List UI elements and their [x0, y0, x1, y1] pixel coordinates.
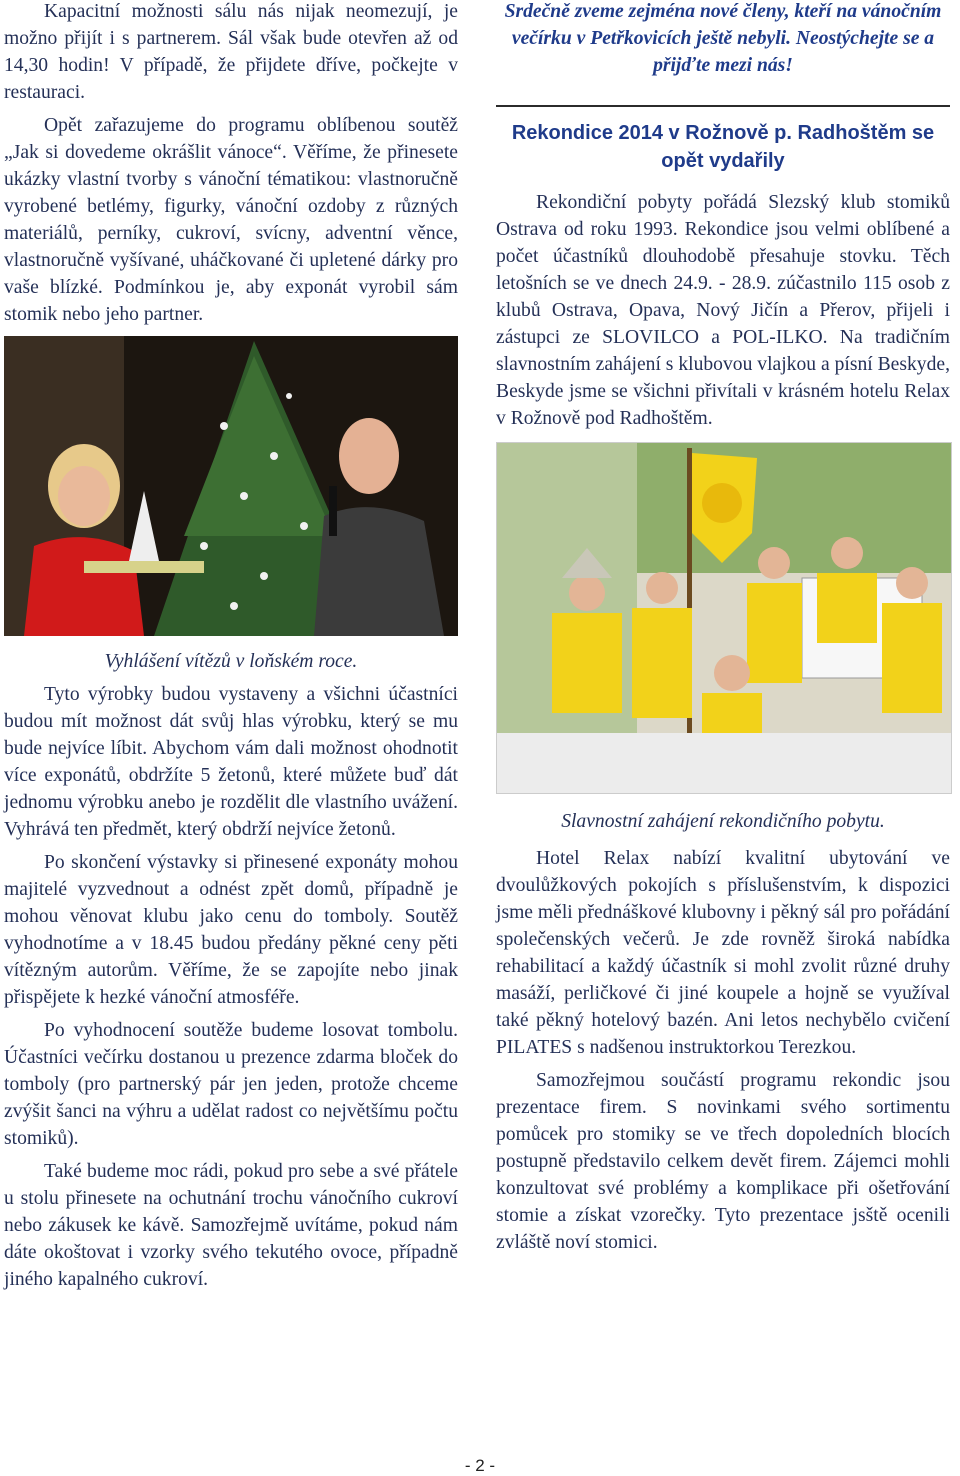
paragraph-rekondice-intro: Rekondiční pobyty pořádá Slezský klub stomiků Ostrava od roku 1993. Rekondice jsou velmi oblíbené a počet účastníků dlouhodobě přesahuje stovku. Těch letošních se ve dnech 24.9. - 28.9. zúčastnilo 115 osob z klubů Ostrava, Opava, Nový Jičín a Přerov, přijeli i zástupci ze SLOVILCO a POL-ILKO. Na tradičním slavnostním zahájení s klubovou vlajkou a písní Beskyde, Beskyde jsme se všichni přivítali v krásném hotelu Relax v Rožnově pod Radhoštěm.: [496, 192, 950, 429]
group-photo-icon: [497, 443, 951, 793]
photo-award-ceremony: [4, 336, 458, 636]
paragraph-presentations: Samozřejmou součástí programu rekondic jsou prezentace firem. S novinkami svého sortimentu pomůcek pro stomiky se ve třech dopoledních blocích postupně představilo celkem devět firem. Zájemci mohli konzultovat své problémy a komplikace při ošetřování stomie a získat vzorečky. Tyto prezentace jsště ocenili zvláště noví stomici.: [496, 1070, 950, 1253]
right-column: [496, 0, 950, 1256]
caption-award: Vyhlášení vítězů v loňském roce.: [104, 651, 358, 672]
left-column: [4, 0, 458, 1293]
section-title-rekondice: Rekondice 2014 v Rožnově p. Radhoštěm se opět vydařily: [496, 105, 950, 175]
invitation-text: Srdečně zveme zejména nové členy, kteří na vánočním večírku v Petřkovicích ještě nebyli. Neostýchejte se a přijďte mezi nás!: [504, 1, 942, 76]
paragraph-cookies: Také budeme moc rádi, pokud pro sebe a své přátele u stolu přinesete na ochutnání trochu vánočního cukroví nebo zákusek ke kávě. Samozřejmě uvítáme, pokud nám dáte okoštovat i vzorky svého tekutého ovoce, případně jiného kapalného cukroví.: [4, 1161, 458, 1290]
paragraph-capacity: Kapacitní možnosti sálu nás nijak neomezují, je možno přijít i s partnerem. Sál však bude otevřen až od 14,30 hodin! V případě, že přijdete dříve, počkejte v restauraci.: [4, 1, 458, 103]
page-number: - 2 -: [464, 1456, 496, 1475]
paragraph-tombola: Po vyhodnocení soutěže budeme losovat tombolu. Účastníci večírku dostanou u prezence zdarma bloček do tomboly (pro partnerský pár jen jeden, protože chceme zvýšit šanci na výhru a udělat radost co největšímu počtu stomiků).: [4, 1020, 458, 1149]
caption-opening: Slavnostní zahájení rekondičního pobytu.: [561, 811, 885, 832]
paragraph-exhibition: Tyto výrobky budou vystaveny a všichni účastníci budou mít možnost dát svůj hlas výrobku, který se mu bude nejvíce líbit. Abychom vám dali možnost ohodnotit více exponátů, obdržíte 5 žetonů, které můžete buď dát jednomu výrobku anebo je rozdělit dle vlastního uvážení. Vyhrává ten předmět, který obdrží nejvíce žetonů.: [4, 684, 458, 840]
photo-opening-ceremony: [496, 442, 952, 794]
paragraph-hotel: Hotel Relax nabízí kvalitní ubytování ve dvoulůžkových pokojích s příslušenstvím, k dispozici jsme měli přednáškové klubovny i pěkný sál pro pořádání společenských večerů. Je zde rovněž široká nabídka rehabilitací a každý účastník si mohl zvolit různé druhy masáží, perličkové či jiné koupele a hojně se využíval také pěkný hotelový bazén. Ani letos nechybělo cvičení PILATES s nadšenou instruktorkou Terezkou.: [496, 848, 950, 1058]
christmas-tree-photo-icon: [4, 336, 458, 636]
paragraph-after-exhibition: Po skončení výstavky si přinesené exponáty mohou majitelé vyzvednout a odnést zpět domů, případně je mohou věnovat klubu jako cenu do tomboly. Soutěž vyhodnotíme a v 18.45 budou předány pěkné ceny pěti vítězným autorům. Věříme, že se zapojíte nebo jinak přispějete k hezké vánoční atmosféře.: [4, 852, 458, 1008]
paragraph-competition: Opět zařazujeme do programu oblíbenou soutěž „Jak si dovedeme okrášlit vánoce“. Věříme, že přinesete ukázky vlastní tvorby s vánoční tématikou: vlastnoručně vyrobené betlémy, figurky, vánoční ozdoby z různých materiálů, perníky, cukroví, svícny, adventní věnce, vlastnoručně vyšívané, uháčkované či upletené dárky pro vaše blízké. Podmínkou je, aby exponát vyrobil sám stomik nebo jeho partner.: [4, 115, 458, 325]
